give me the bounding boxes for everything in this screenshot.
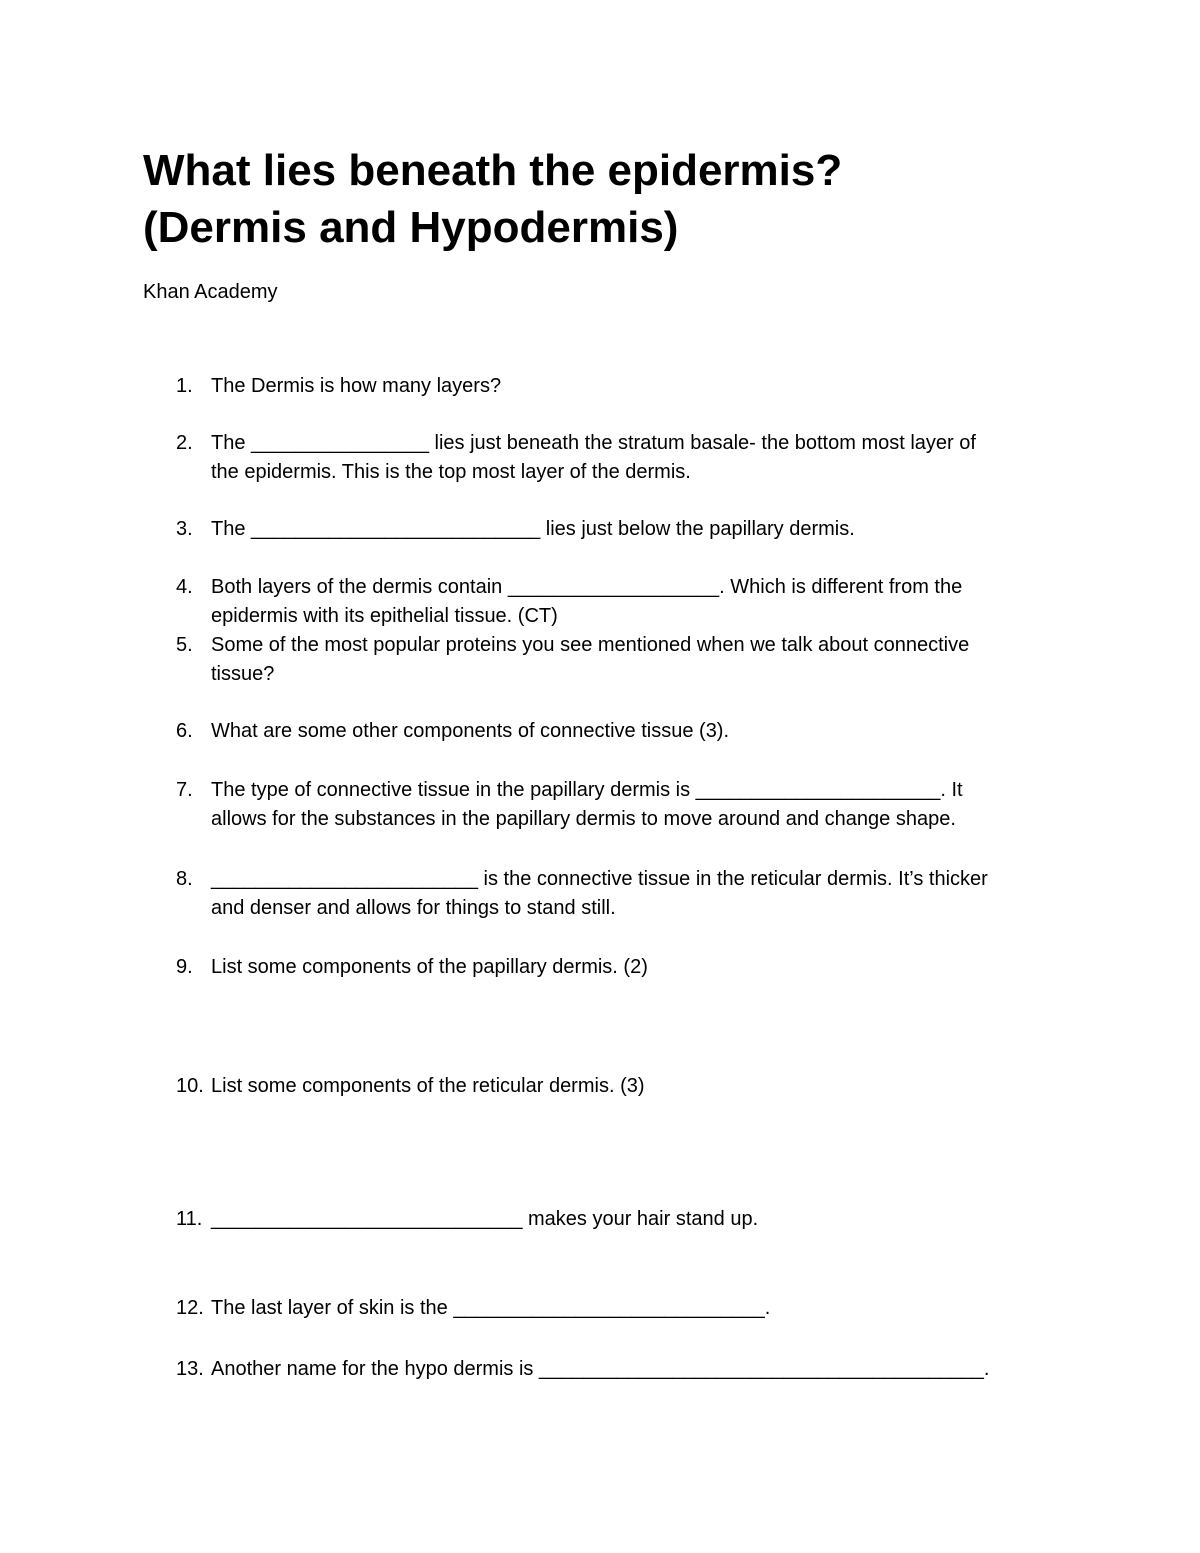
question-text: tissue? (211, 663, 275, 685)
title-line-2: (Dermis and Hypodermis) (143, 203, 679, 252)
question-number: 2. (176, 432, 193, 454)
question-item (143, 515, 1063, 544)
question-text: Both layers of the dermis contain ___________________. Which is different from the (211, 576, 963, 598)
question-number: 3. (176, 518, 193, 540)
question-number: 7. (176, 779, 193, 801)
question-number: 11. (176, 1208, 203, 1230)
question-item (143, 865, 1063, 923)
question-number: 5. (176, 634, 193, 656)
question-text: Another name for the hypo dermis is ________________________________________. (211, 1358, 990, 1380)
question-text: The __________________________ lies just below the papillary dermis. (211, 518, 855, 540)
question-text: ________________________ is the connective tissue in the reticular dermis. It’s thicker (211, 868, 988, 890)
question-item (143, 1294, 1063, 1323)
source-label: Khan Academy (143, 281, 278, 303)
question-text: The Dermis is how many layers? (211, 375, 502, 397)
question-text: List some components of the reticular dermis. (3) (211, 1075, 645, 1097)
question-number: 9. (176, 956, 193, 978)
question-text: Some of the most popular proteins you see mentioned when we talk about connective (211, 634, 970, 656)
page-title (143, 142, 1083, 256)
question-number: 13. (176, 1358, 204, 1380)
question-item (143, 429, 1063, 487)
question-text: The last layer of skin is the ____________________________. (211, 1297, 771, 1319)
question-item (143, 1355, 1063, 1384)
question-number: 4. (176, 576, 193, 598)
question-number: 12. (176, 1297, 204, 1319)
question-text: What are some other components of connective tissue (3). (211, 720, 730, 742)
question-text: The type of connective tissue in the papillary dermis is ______________________. It (211, 779, 963, 801)
title-line-1: What lies beneath the epidermis? (143, 146, 843, 195)
question-text: List some components of the papillary dermis. (2) (211, 956, 648, 978)
question-text: and denser and allows for things to stand still. (211, 897, 616, 919)
question-text: The ________________ lies just beneath the stratum basale- the bottom most layer of (211, 432, 976, 454)
question-item (143, 631, 1063, 689)
question-item (143, 573, 1063, 631)
question-text: ____________________________ makes your hair stand up. (211, 1208, 759, 1230)
question-item (143, 372, 1063, 401)
question-item (143, 1205, 1063, 1234)
question-number: 8. (176, 868, 193, 890)
question-item (143, 953, 1063, 982)
question-number: 6. (176, 720, 193, 742)
question-text: allows for the substances in the papillary dermis to move around and change shape. (211, 808, 956, 830)
question-number: 1. (176, 375, 193, 397)
question-text: epidermis with its epithelial tissue. (CT) (211, 605, 558, 627)
question-text: the epidermis. This is the top most layer of the dermis. (211, 461, 691, 483)
question-item (143, 776, 1063, 834)
question-number: 10. (176, 1075, 204, 1097)
question-item (143, 717, 1063, 746)
question-item (143, 1072, 1063, 1101)
